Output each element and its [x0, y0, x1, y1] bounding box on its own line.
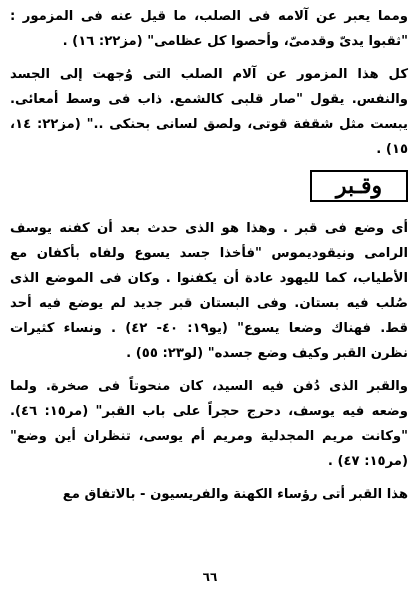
- paragraph-gap: [10, 54, 408, 62]
- section-heading: وقـبر: [310, 170, 408, 202]
- paragraph-tomb: والقبر الذى دُفن فيه السيد، كان منحوتاً فى صخرة. ولما وضعه فيه يوسف، دحرج حجراً على باب القبر" (مر١٥: ٤٦). "وكانت مريم المجدلية ومريم أم يوسى، تنظران أين وضع" (مر١٥: ٤٧) .: [10, 379, 408, 469]
- paragraph-gap: [10, 366, 408, 374]
- paragraph-burial: أى وضع فى قبر . وهذا هو الذى حدث بعد أن كفنه يوسف الرامى ونيقوديموس "فأخذا جسد يسوع ولفاه بأكفان مع الأطياب، كما لليهود عادة أن يكفنوا . وكان فى الموضع الذى صُلب فيه بستان. وفى البستان قبر جديد لم يوضع فيه أحد قط. فهناك وضعا يسوع" (يو١٩: ٤٠- ٤٢) . ونساء كثيرات نظرن القبر وكيف وضع جسده" (لو٢٣: ٥٥) .: [10, 221, 408, 361]
- page-number: ٦٦: [202, 570, 218, 584]
- paragraph-psalm-commentary: كل هذا المزمور عن آلام الصلب التى وُجهت إلى الجسد والنفس. يقول "صار قلبى كالشمع. ذاب فى وسط أمعائى. يبست مثل شقفة قوتى، ولصق لسانى بحنكى .." (مز٢٢: ١٤، ١٥) .: [10, 67, 408, 157]
- paragraph-psalm-quote: ومما يعبر عن آلامه فى الصلب، ما قيل عنه فى المزمور : "ثقبوا يدىّ وقدمىّ، وأحصوا كل عظامى" (مز٢٢: ١٦) .: [10, 9, 408, 49]
- paragraph-priests: هذا القبر أتى رؤساء الكهنة والفريسيون - بالاتفاق مع: [62, 487, 408, 502]
- section-heading-row: [10, 170, 408, 202]
- paragraph-gap: [10, 474, 408, 482]
- text-column: [10, 4, 408, 507]
